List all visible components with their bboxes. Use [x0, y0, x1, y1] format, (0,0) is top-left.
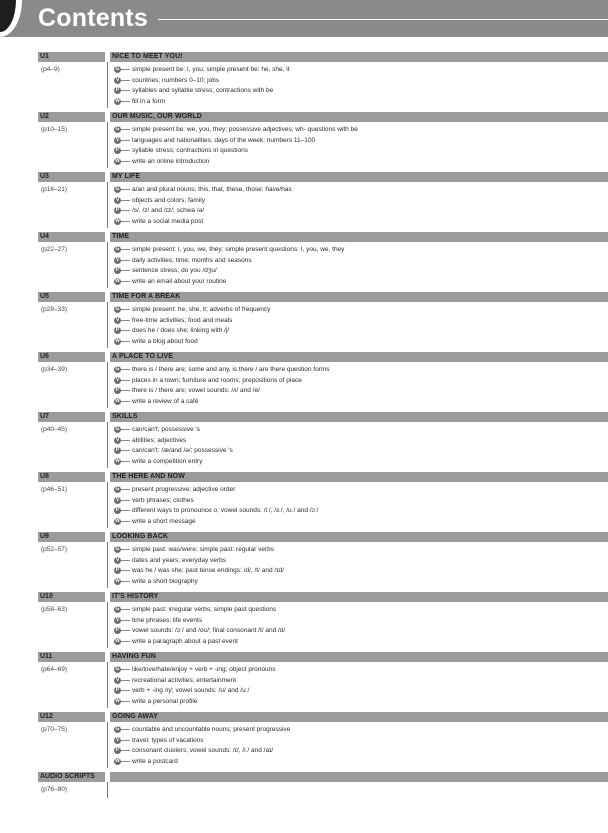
item-dash — [121, 549, 130, 550]
category-badge-icon: V — [115, 436, 120, 443]
item-dash — [121, 581, 130, 582]
category-badge-icon: V — [115, 196, 120, 203]
unit-title: NICE TO MEET YOU! — [112, 53, 183, 60]
category-badge-icon: W — [115, 457, 120, 464]
unit-title: SKILLS — [112, 413, 138, 420]
category-badge-icon: G — [115, 66, 120, 72]
category-badge-icon: G — [115, 486, 120, 492]
item-text: travel; types of vacations — [132, 736, 204, 744]
category-badge-icon: V — [115, 676, 120, 683]
category-badge-icon: W — [115, 697, 120, 704]
item-dash — [121, 461, 130, 462]
unit-code: U12 — [40, 713, 53, 720]
category-badge-icon: P — [115, 507, 120, 513]
unit-title-bar — [110, 772, 608, 782]
item-dash — [121, 189, 130, 190]
unit-block — [38, 172, 608, 229]
category-badge-icon: P — [115, 327, 120, 333]
unit-block — [38, 292, 608, 349]
item-text: verb phrases; clothes — [132, 496, 194, 504]
unit-block — [38, 532, 608, 589]
category-badge-icon: G — [115, 246, 120, 252]
unit-code: U1 — [40, 53, 49, 60]
item-dash — [121, 690, 130, 691]
item-dash — [121, 341, 130, 342]
category-badge-icon: G — [115, 306, 120, 312]
unit-title-bar — [110, 292, 608, 302]
category-badge-icon: V — [115, 256, 120, 263]
item-text: write a review of a café — [132, 397, 199, 405]
unit-title: IT'S HISTORY — [112, 593, 159, 600]
unit-pages: (p76–80) — [41, 786, 68, 793]
unit-divider — [107, 782, 108, 798]
unit-code: U10 — [40, 593, 53, 600]
item-text: objects and colors; family — [132, 196, 205, 204]
item-text: consonant clusters; vowel sounds: /ɪ/, /iː/ and /aɪ/ — [132, 747, 274, 754]
unit-pages: (p40–45) — [41, 426, 68, 433]
item-dash — [121, 309, 130, 310]
unit-block — [38, 592, 608, 649]
item-dash — [121, 200, 130, 201]
item-dash — [121, 510, 130, 511]
unit-pages: (p70–75) — [41, 726, 68, 733]
category-badge-icon: P — [115, 207, 120, 213]
item-dash — [121, 390, 130, 391]
unit-code: U7 — [40, 413, 49, 420]
item-dash — [121, 560, 130, 561]
item-text: write a paragraph about a past event — [132, 637, 238, 645]
item-text: there is / there are; some and any, is there / are there question forms — [132, 366, 330, 373]
item-text: syllables and syllable stress; contractions with be — [132, 87, 274, 94]
category-badge-icon: G — [115, 666, 120, 672]
item-dash — [121, 270, 130, 271]
item-text: can/can't; possessive 's — [132, 426, 200, 433]
unit-pages: (p10–15) — [41, 126, 68, 133]
category-badge-icon: G — [115, 606, 120, 612]
category-badge-icon: W — [115, 577, 120, 584]
item-text: simple present: he, she, it; adverbs of frequency — [132, 306, 271, 313]
category-badge-icon: P — [115, 267, 120, 273]
category-badge-icon: G — [115, 126, 120, 132]
category-badge-icon: G — [115, 186, 120, 192]
item-dash — [121, 101, 130, 102]
category-badge-icon: G — [115, 546, 120, 552]
category-badge-icon: W — [115, 157, 120, 164]
item-dash — [121, 609, 130, 610]
unit-code: U2 — [40, 113, 49, 120]
unit-divider — [107, 242, 108, 288]
unit-divider — [107, 722, 108, 768]
category-badge-icon: G — [115, 726, 120, 732]
unit-title-bar — [110, 172, 608, 182]
category-badge-icon: V — [115, 136, 120, 143]
unit-block — [38, 772, 608, 798]
item-dash — [121, 450, 130, 451]
item-text: write a blog about food — [132, 337, 198, 345]
item-text: simple present be: we, you, they; possessive adjectives; wh- questions with be — [132, 126, 358, 133]
category-badge-icon: P — [115, 687, 120, 693]
category-badge-icon: V — [115, 496, 120, 503]
unit-title: TIME — [112, 233, 130, 240]
item-dash — [121, 630, 130, 631]
unit-divider — [107, 182, 108, 228]
unit-pages: (p46–51) — [41, 486, 68, 493]
item-dash — [121, 80, 130, 81]
item-text: languages and nationalities; days of the week; numbers 11–100 — [132, 136, 316, 144]
item-dash — [121, 330, 130, 331]
item-dash — [121, 129, 130, 130]
category-badge-icon: W — [115, 337, 120, 344]
item-dash — [121, 401, 130, 402]
item-text: places in a town; furniture and rooms; prepositions of place — [132, 376, 302, 384]
category-badge-icon: P — [115, 87, 120, 93]
unit-title: LOOKING BACK — [112, 533, 169, 540]
item-text: syllable stress; contractions in questions — [132, 147, 248, 154]
unit-block — [38, 352, 608, 409]
item-dash — [121, 669, 130, 670]
category-badge-icon: W — [115, 397, 120, 404]
category-badge-icon: V — [115, 736, 120, 743]
unit-pages: (p64–69) — [41, 666, 68, 673]
item-text: /s/, /z/ and /ɪz/; schwa /ə/ — [132, 207, 205, 214]
unit-code: U11 — [40, 653, 53, 660]
unit-title-bar — [110, 412, 608, 422]
item-text: recreational activities; entertainment — [132, 676, 237, 684]
unit-title-bar — [110, 592, 608, 602]
item-dash — [121, 161, 130, 162]
unit-title-bar — [110, 652, 608, 662]
item-dash — [121, 620, 130, 621]
unit-code: U4 — [40, 233, 49, 240]
unit-code: U8 — [40, 473, 49, 480]
unit-divider — [107, 542, 108, 588]
category-badge-icon: P — [115, 387, 120, 393]
item-text: a/an and plural nouns; this, that, these, those; have/has — [132, 186, 292, 193]
item-text: does he / does she; linking with /j/ — [132, 327, 230, 334]
unit-divider — [107, 662, 108, 708]
unit-block — [38, 52, 608, 109]
item-dash — [121, 570, 130, 571]
category-badge-icon: P — [115, 747, 120, 753]
unit-pages: (p58–63) — [41, 606, 68, 613]
category-badge-icon: P — [115, 447, 120, 453]
item-text: different ways to pronounce o; vowel sounds: /iː/, /ɜː/, /uː/ and /ɔː/ — [132, 507, 319, 514]
item-dash — [121, 320, 130, 321]
item-text: simple past: irregular verbs; simple past questions — [132, 606, 277, 613]
category-badge-icon: W — [115, 277, 120, 284]
unit-code: U9 — [40, 533, 49, 540]
item-text: fill in a form — [132, 97, 166, 105]
item-dash — [121, 489, 130, 490]
unit-pages: (p16–21) — [41, 186, 68, 193]
category-badge-icon: W — [115, 97, 120, 104]
item-text: abilities; adjectives — [132, 436, 187, 444]
item-dash — [121, 521, 130, 522]
unit-block — [38, 472, 608, 529]
item-dash — [121, 740, 130, 741]
category-badge-icon: W — [115, 217, 120, 224]
unit-code: U5 — [40, 293, 49, 300]
item-text: verb + -ing /ŋ/; vowel sounds: /ʊ/ and /uː/ — [132, 687, 250, 694]
unit-title-bar — [110, 532, 608, 542]
item-text: simple present: I, you, we, they; simple present questions: I, you, we, they — [132, 246, 345, 253]
item-text: present progressive; adjective order — [132, 486, 236, 493]
item-dash — [121, 429, 130, 430]
item-dash — [121, 750, 130, 751]
unit-title-bar — [110, 352, 608, 362]
unit-pages: (p22–27) — [41, 246, 68, 253]
unit-divider — [107, 422, 108, 468]
unit-block — [38, 712, 608, 769]
item-text: write a postcard — [132, 757, 178, 765]
item-text: write a personal profile — [132, 697, 198, 705]
page-title: Contents — [38, 4, 148, 32]
unit-divider — [107, 302, 108, 348]
item-dash — [121, 701, 130, 702]
item-text: vowel sounds: /ɔː/ and /oʊ/; final consonant /t/ and /d/ — [132, 627, 286, 634]
item-text: sentence stress; do you /dʒu/ — [132, 267, 217, 274]
item-text: write an online introduction — [132, 157, 210, 165]
unit-title: GOING AWAY — [112, 713, 158, 720]
unit-title: TIME FOR A BREAK — [112, 293, 181, 300]
unit-divider — [107, 482, 108, 528]
item-dash — [121, 260, 130, 261]
item-dash — [121, 761, 130, 762]
item-dash — [121, 140, 130, 141]
unit-title-bar — [110, 712, 608, 722]
item-dash — [121, 249, 130, 250]
unit-pages: (p4–9) — [41, 66, 60, 73]
item-dash — [121, 500, 130, 501]
page-header — [0, 0, 608, 37]
category-badge-icon: V — [115, 76, 120, 83]
unit-divider — [107, 122, 108, 168]
unit-title-bar — [110, 232, 608, 242]
header-notch — [0, 0, 22, 37]
header-notch-inner — [0, 0, 16, 32]
category-badge-icon: W — [115, 757, 120, 764]
item-dash — [121, 150, 130, 151]
unit-block — [38, 232, 608, 289]
unit-pages: (p28–33) — [41, 306, 68, 313]
category-badge-icon: V — [115, 376, 120, 383]
item-dash — [121, 90, 130, 91]
unit-title: MY LIFE — [112, 173, 141, 180]
item-dash — [121, 440, 130, 441]
category-badge-icon: V — [115, 556, 120, 563]
item-text: countries; numbers 0–10; jobs — [132, 76, 220, 84]
unit-divider — [107, 62, 108, 108]
item-dash — [121, 641, 130, 642]
item-text: write a short biography — [132, 577, 198, 585]
item-dash — [121, 210, 130, 211]
item-dash — [121, 380, 130, 381]
unit-title: OUR MUSIC, OUR WORLD — [112, 113, 202, 120]
item-text: simple present be: I, you; simple present be: he, she, it — [132, 66, 290, 73]
unit-block — [38, 652, 608, 709]
item-dash — [121, 69, 130, 70]
category-badge-icon: P — [115, 147, 120, 153]
header-rule — [158, 19, 608, 20]
unit-title: A PLACE TO LIVE — [112, 353, 174, 360]
item-dash — [121, 729, 130, 730]
item-text: write a competition entry — [132, 457, 203, 465]
category-badge-icon: P — [115, 567, 120, 573]
item-dash — [121, 369, 130, 370]
item-text: was he / was she; past tense endings: /d/, /t/ and /ɪd/ — [132, 567, 284, 574]
unit-pages: (p52–57) — [41, 546, 68, 553]
unit-divider — [107, 602, 108, 648]
item-text: countable and uncountable nouns; present progressive — [132, 726, 291, 733]
category-badge-icon: V — [115, 616, 120, 623]
unit-title-bar — [110, 52, 608, 62]
item-text: write an email about your routine — [132, 277, 227, 285]
unit-divider — [107, 362, 108, 408]
item-dash — [121, 281, 130, 282]
unit-block — [38, 112, 608, 169]
unit-title: HAVING FUN — [112, 653, 157, 660]
item-text: daily activities; time; months and seasons — [132, 256, 252, 264]
category-badge-icon: P — [115, 627, 120, 633]
item-text: write a social media post — [132, 217, 204, 225]
unit-code: U6 — [40, 353, 49, 360]
item-text: there is / there are; vowel sounds: /ʌ/ and /e/ — [132, 387, 260, 394]
category-badge-icon: V — [115, 316, 120, 323]
item-text: write a short message — [132, 517, 196, 525]
item-text: dates and years; everyday verbs — [132, 556, 226, 564]
unit-block — [38, 412, 608, 469]
category-badge-icon: G — [115, 426, 120, 432]
item-dash — [121, 680, 130, 681]
unit-pages: (p34–39) — [41, 366, 68, 373]
category-badge-icon: W — [115, 517, 120, 524]
item-text: time phrases; life events — [132, 616, 203, 624]
unit-code: AUDIO SCRIPTS — [40, 773, 95, 780]
item-text: like/love/hate/enjoy + verb + -ing; object pronouns — [132, 666, 276, 673]
unit-code: U3 — [40, 173, 49, 180]
unit-title: THE HERE AND NOW — [112, 473, 185, 480]
category-badge-icon: G — [115, 366, 120, 372]
item-text: free-time activities; food and meals — [132, 316, 233, 324]
category-badge-icon: W — [115, 637, 120, 644]
item-text: can/can't: /æ/and /ə/; possessive 's — [132, 447, 233, 454]
item-text: simple past: was/were; simple past: regular verbs — [132, 546, 274, 553]
item-dash — [121, 221, 130, 222]
